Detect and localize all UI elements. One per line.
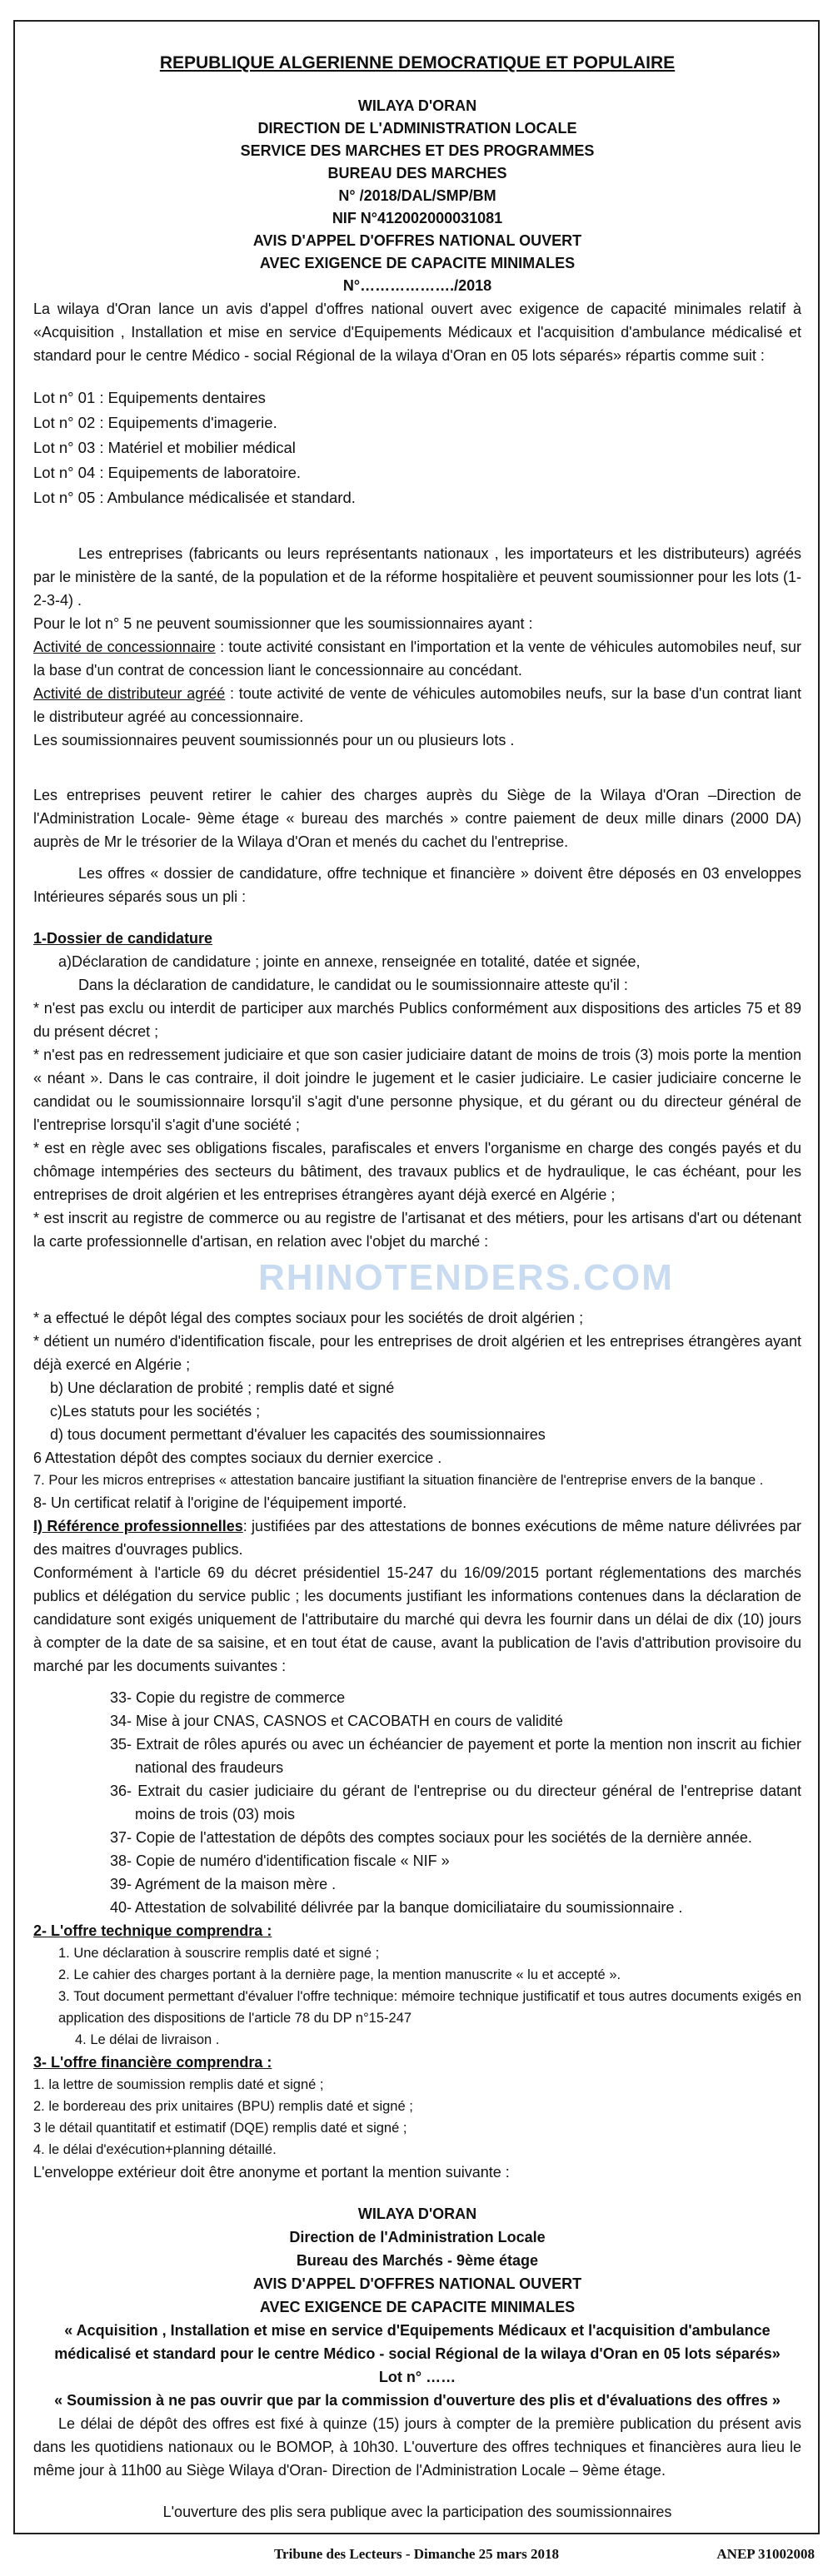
financiere-item: 3 le détail quantitatif et estimatif (DQE) remplis daté et signé ; [33, 2121, 407, 2136]
enveloppe-line: Bureau des Marchés - 9ème étage [296, 2252, 539, 2269]
lot5-condition: Pour le lot n° 5 ne peuvent soumissionner que les soumissionnaires ayant : [33, 615, 533, 632]
attestation-item: * détient un numéro d'identification fiscale, pour les entreprises de droit algérien et les entreprises étrangères ayant déjà exercé en Algérie ; [33, 1333, 801, 1373]
header-block [33, 95, 801, 297]
dossier-attestation: Dans la déclaration de candidature, le candidat ou le soumissionnaire atteste qu'il : [78, 977, 628, 993]
distributeur-definition [33, 682, 801, 729]
ouverture-publique: L'ouverture des plis sera publique avec la participation des soumissionnaires [162, 2504, 672, 2520]
lots-list [33, 385, 801, 510]
republic-title: REPUBLIQUE ALGERIENNE DEMOCRATIQUE ET POPULAIRE [159, 53, 676, 72]
page-footer [13, 2546, 820, 2571]
offre-financiere-list [33, 2074, 801, 2161]
delai-paragraph: Le délai de dépôt des offres est fixé à quinze (15) jours à compter de la première publication du présent avis dans les quotidiens nationaux ou le BOMOP, à 10h30. L'ouverture des offres techniques et financières aura lieu le même jour à 11h00 au Siège Wilaya d'Oran- Direction de l'Administration Locale – 9ème étage. [33, 2415, 801, 2479]
attestation-item: * n'est pas exclu ou interdit de participer aux marchés Publics conformément aux dispositions des articles 75 et 89 du présent décret ; [33, 1000, 801, 1040]
eligibility-paragraph: Les entreprises (fabricants ou leurs représentants nationaux , les importateurs et les distributeurs) agréés par le ministère de la santé, de la population et de la réforme hospitalière et peuvent soumissionner pour les lots (1-2-3-4) . [33, 545, 801, 609]
enveloppe-line: « Acquisition , Installation et mise en service d'Equipements Médicaux et l'acquisition d'ambulance médicalisé et standard pour le centre Médico - social Régional de la wilaya d'Oran en 05 lots séparés» [54, 2322, 781, 2362]
references-paragraph [33, 1514, 801, 1561]
notice-type: AVIS D'APPEL D'OFFRES NATIONAL OUVERT [252, 232, 582, 249]
attestation-item: * a effectué le dépôt légal des comptes sociaux pour les sociétés de droit algérien ; [33, 1310, 584, 1326]
service-name: SERVICE DES MARCHES ET DES PROGRAMMES [240, 142, 595, 159]
attestation-item: * est en règle avec ses obligations fiscales, parafiscales et envers l'organisme en charge des congés payés et du chômage intempéries des secteurs du bâtiment, des travaux publics et de hydraulique, le cas échéant, pour les entreprises de droit algérien et les entreprises étrangères ayant déjà exercé en Algérie ; [33, 1140, 801, 1203]
mention-soumission: « Soumission à ne pas ouvrir que par la commission d'ouverture des plis et d'évaluations des offres » [54, 2392, 781, 2409]
distributeur-text: : toute activité de vente de véhicules automobiles neufs, sur la base d'un contrat liant le distributeur agréé au concessionnaire. [33, 685, 801, 725]
direction-name: DIRECTION DE L'ADMINISTRATION LOCALE [257, 120, 577, 137]
attestation-item: * n'est pas en redressement judiciaire et que son casier judiciaire datant de moins de trois (3) mois porte la mention « néant ». Dans le cas contraire, il doit joindre le jugement et le casier judiciaire. Le casier judiciaire concerne le candidat ou le soumissionnaire lorsqu'il s'agit d'une personne physique, et du gérant ou du directeur général de l'entreprise lorsqu'il s'agit d'une société ; [33, 1047, 801, 1133]
publication-info: Tribune des Lecteurs - Dimanche 25 mars 2018 [273, 2546, 560, 2562]
dossier-a: a)Déclaration de candidature ; jointe en annexe, renseignée en totalité, datée et signée, [58, 953, 641, 970]
enveloppe-line: AVEC EXIGENCE DE CAPACITE MINIMALES [259, 2299, 576, 2315]
enveloppe-line: Direction de l'Administration Locale [289, 2229, 546, 2245]
document-item: 37- Copie de l'attestation de dépôts des comptes sociaux pour les sociétés de la dernière année. [110, 1829, 752, 1846]
concessionnaire-text: : toute activité consistant en l'importation et la vente de véhicules automobiles neuf, sur la base d'un contrat de concession liant le concessionnaire au concédant. [33, 639, 801, 679]
offres-intro: Les offres « dossier de candidature, offre technique et financière » doivent être déposés en 03 enveloppes Intérieures séparés sous un pli : [33, 865, 801, 905]
dossier-item: d) tous document permettant d'évaluer les capacités des soumissionnaires [50, 1426, 546, 1443]
financiere-item: 1. la lettre de soumission remplis daté et signé ; [33, 2077, 324, 2092]
references-details: Conformément à l'article 69 du décret présidentiel 15-247 du 16/09/2015 portant réglementations des marchés publics et délégation du service public ; les documents justifiant les informations contenues dans la déclaration de candidature sont exigés uniquement de l'attributaire du marché qui devra les fournir dans un délai de dix (10) jours à compter de la date de sa saisine, et en tout état de cause, avant la publication de l'avis d'attribution provisoire du marché par les documents suivantes : [33, 1564, 801, 1674]
nif-number: NIF N°412002000031081 [332, 210, 503, 226]
concessionnaire-definition [33, 635, 801, 682]
reference-number: N° /2018/DAL/SMP/BM [338, 187, 496, 204]
wilaya-name: WILAYA D'ORAN [357, 97, 477, 114]
document-item: 36- Extrait du casier judiciaire du gérant de l'entreprise ou du directeur général de l'entreprise datant moins de trois (03) mois [110, 1783, 801, 1823]
offre-technique-list [33, 1942, 801, 2051]
financiere-item: 4. le délai d'exécution+planning détaillé. [33, 2142, 277, 2157]
lot-item: Lot n° 03 : Matériel et mobilier médical [33, 439, 296, 456]
offre-technique-title: 2- L'offre technique comprendra : [33, 1922, 272, 1939]
lot-item: Lot n° 05 : Ambulance médicalisée et standard. [33, 489, 356, 506]
distributeur-label: Activité de distributeur agréé [33, 685, 226, 702]
dossier-item: b) Une déclaration de probité ; remplis daté et signé [50, 1380, 395, 1396]
technique-item: 3. Tout document permettant d'évaluer l'offre technique: mémoire technique justificatif et tous autres documents exigés en application des dispositions de l'article 78 du DP n°15-247 [58, 1989, 801, 2026]
enveloppe-mention [33, 2202, 801, 2389]
multi-lot-note: Les soumissionnaires peuvent soumissionnés pour un ou plusieurs lots . [33, 732, 515, 748]
anep-reference: ANEP 31002008 [716, 2546, 815, 2562]
dossier-item: c)Les statuts pour les sociétés ; [50, 1403, 261, 1420]
certificat-origine: 8- Un certificat relatif à l'origine de l'équipement importé. [33, 1494, 407, 1511]
technique-item: 1. Une déclaration à souscrire remplis daté et signé ; [58, 1946, 380, 1961]
dossier-item: 6 Attestation dépôt des comptes sociaux du dernier exercice . [33, 1450, 442, 1466]
document-item: 39- Agrément de la maison mère . [110, 1876, 337, 1892]
lot-item: Lot n° 04 : Equipements de laboratoire. [33, 464, 302, 481]
tender-notice [13, 20, 820, 2534]
concessionnaire-label: Activité de concessionnaire [33, 639, 216, 655]
intro-paragraph: La wilaya d'Oran lance un avis d'appel d'offres national ouvert avec exigence de capacité minimales relatif à «Acquisition , Installation et mise en service d'Equipements Médicaux et l'acquisition d'ambulance médicalisé et standard pour le centre Médico - social Régional de la wilaya d'Oran en 05 lots séparés» répartis comme suit : [33, 301, 801, 364]
technique-item: 2. Le cahier des charges portant à la dernière page, la mention manuscrite « lu et accepté ». [58, 1967, 621, 1982]
document-item: 33- Copie du registre de commerce [110, 1689, 346, 1706]
document-item: 34- Mise à jour CNAS, CASNOS et CACOBATH en cours de validité [110, 1713, 563, 1729]
document-item: 35- Extrait de rôles apurés ou avec un échéancier de payement et porte la mention non inscrit au fichier national des fraudeurs [110, 1736, 801, 1776]
references-text: : justifiées par des attestations de bonnes exécutions de même nature délivrées par des maitres d'ouvrages publics. [33, 1518, 801, 1558]
attestation-item: * est inscrit au registre de commerce ou au registre de l'artisanat et des métiers, pour les artisans d'art ou détenant la carte professionnelle d'artisan, en relation avec l'objet du marché : [33, 1210, 801, 1250]
notice-requirement: AVEC EXIGENCE DE CAPACITE MINIMALES [259, 255, 576, 271]
dossier-title: 1-Dossier de candidature [33, 930, 213, 947]
financiere-item: 2. le bordereau des prix unitaires (BPU) remplis daté et signé ; [33, 2099, 413, 2114]
lot-item: Lot n° 01 : Equipements dentaires [33, 389, 266, 406]
document-item: 38- Copie de numéro d'identification fiscale « NIF » [110, 1852, 450, 1869]
watermark: RHINOTENDERS.COM [258, 1257, 674, 1298]
references-label: I) Référence professionnelles [33, 1518, 243, 1534]
document-item: 40- Attestation de solvabilité délivrée par la banque domiciliataire du soumissionnaire . [110, 1899, 683, 1916]
bureau-name: BUREAU DES MARCHES [327, 165, 507, 182]
technique-item: 4. Le délai de livraison . [75, 2032, 220, 2047]
documents-list [33, 1686, 801, 1919]
dossier-item: 7. Pour les micros entreprises « attestation bancaire justifiant la situation financière de l'entreprise envers de la banque . [33, 1473, 764, 1488]
enveloppe-line: AVIS D'APPEL D'OFFRES NATIONAL OUVERT [252, 2275, 582, 2292]
lot-item: Lot n° 02 : Equipements d'imagerie. [33, 414, 277, 431]
offre-financiere-title: 3- L'offre financière comprendra : [33, 2054, 272, 2071]
retrait-paragraph: Les entreprises peuvent retirer le cahier des charges auprès du Siège de la Wilaya d'Oran –Direction de l'Administration Locale- 9ème étage « bureau des marchés » contre paiement de deux mille dinars (2000 DA) auprès de Mr le trésorier de la Wilaya d'Oran et menés du cachet du l'entreprise. [33, 787, 801, 850]
enveloppe-line: Lot n° …… [378, 2369, 456, 2385]
notice-number: N°………………./2018 [342, 277, 492, 294]
enveloppe-intro: L'enveloppe extérieur doit être anonyme et portant la mention suivante : [33, 2164, 510, 2181]
enveloppe-line: WILAYA D'ORAN [357, 2206, 477, 2222]
